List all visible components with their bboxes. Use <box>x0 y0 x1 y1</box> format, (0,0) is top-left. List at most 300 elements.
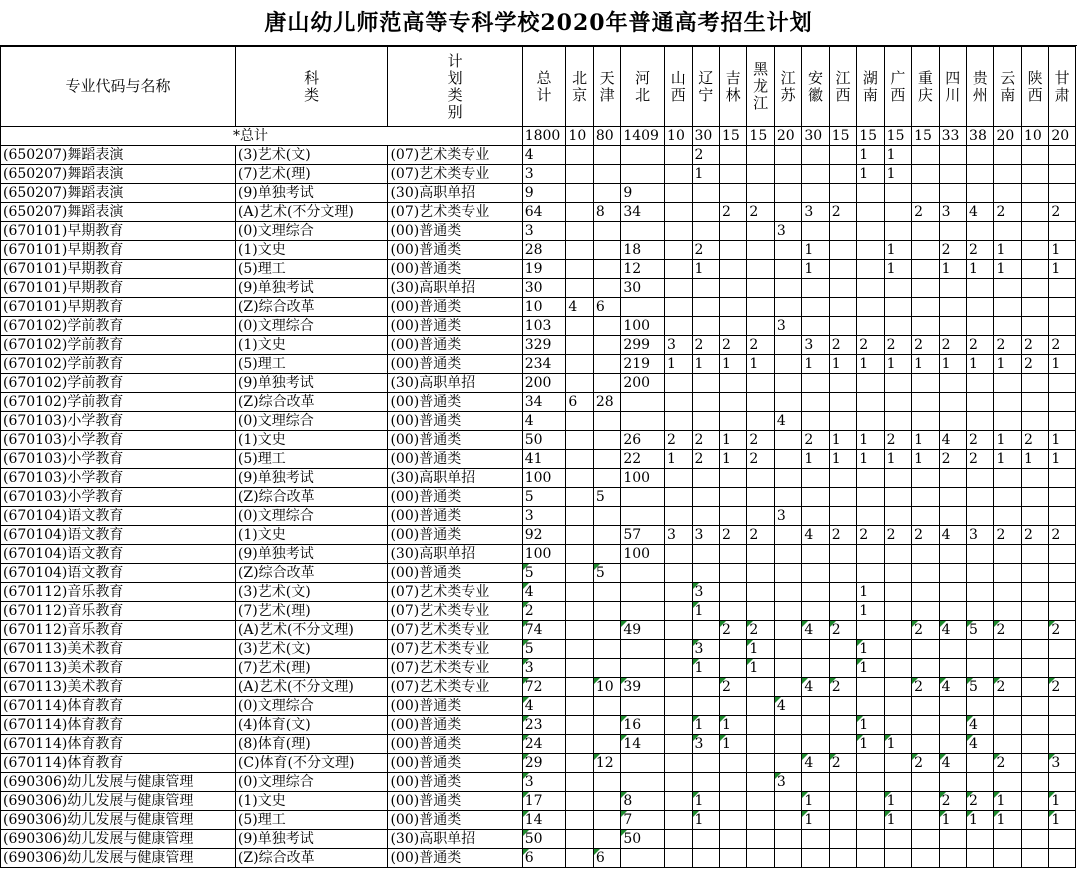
value-cell <box>912 393 939 412</box>
value-cell: 1 <box>994 431 1021 450</box>
value-cell <box>802 659 829 678</box>
total-cell: 15 <box>829 127 856 146</box>
plan-type-cell: (30)高职单招 <box>388 184 522 203</box>
value-cell <box>802 469 829 488</box>
value-cell: 1 <box>884 811 911 830</box>
value-cell <box>692 507 719 526</box>
value-cell <box>802 393 829 412</box>
value-cell <box>566 507 593 526</box>
value-cell: 2 <box>912 203 939 222</box>
value-cell <box>774 336 801 355</box>
major-cell: (670101)早期教育 <box>1 279 236 298</box>
value-cell: 4 <box>566 298 593 317</box>
value-cell <box>566 716 593 735</box>
value-cell: 1 <box>692 659 719 678</box>
major-cell: (690306)幼儿发展与健康管理 <box>1 849 236 868</box>
value-cell <box>692 317 719 336</box>
value-cell <box>1021 488 1048 507</box>
value-cell: 4 <box>939 621 966 640</box>
error-flag-icon <box>802 678 808 684</box>
major-cell: (670102)学前教育 <box>1 374 236 393</box>
value-cell <box>1021 678 1048 697</box>
total-cell: 20 <box>994 127 1021 146</box>
value-cell <box>566 355 593 374</box>
value-cell <box>719 374 746 393</box>
value-cell <box>912 602 939 621</box>
value-cell <box>774 621 801 640</box>
value-cell <box>593 716 620 735</box>
total-cell: 10 <box>1021 127 1048 146</box>
value-cell <box>1021 792 1048 811</box>
plan-type-cell: (00)普通类 <box>388 431 522 450</box>
error-flag-icon <box>523 773 529 779</box>
value-cell: 2 <box>802 431 829 450</box>
value-cell: 1 <box>884 165 911 184</box>
value-cell <box>566 336 593 355</box>
value-cell <box>967 849 994 868</box>
value-cell <box>1021 659 1048 678</box>
value-cell <box>1021 507 1048 526</box>
subject-cell: (Z)综合改革 <box>235 849 388 868</box>
value-cell <box>1021 374 1048 393</box>
major-cell: (670114)体育教育 <box>1 697 236 716</box>
value-cell <box>994 317 1021 336</box>
plan-type-cell: (00)普通类 <box>388 716 522 735</box>
value-cell <box>566 583 593 602</box>
value-cell: 1 <box>719 355 746 374</box>
value-cell <box>829 222 856 241</box>
subject-cell: (3)艺术(文) <box>235 583 388 602</box>
value-cell: 2 <box>719 678 746 697</box>
major-cell: (670112)音乐教育 <box>1 583 236 602</box>
value-cell <box>593 526 620 545</box>
error-flag-icon <box>693 792 699 798</box>
total-cell: 80 <box>593 127 620 146</box>
table-row <box>1 792 1076 811</box>
value-cell <box>665 241 692 260</box>
value-cell: 2 <box>1021 336 1048 355</box>
value-cell <box>593 317 620 336</box>
subject-cell: (A)艺术(不分文理) <box>235 678 388 697</box>
value-cell <box>692 222 719 241</box>
value-cell <box>912 488 939 507</box>
value-cell: 50 <box>522 830 566 849</box>
value-cell <box>829 241 856 260</box>
value-cell <box>1021 735 1048 754</box>
value-cell: 4 <box>939 431 966 450</box>
header-label: 河北 <box>635 68 651 104</box>
value-cell <box>967 222 994 241</box>
value-cell <box>566 222 593 241</box>
value-cell: 57 <box>621 526 665 545</box>
value-cell: 2 <box>747 431 774 450</box>
error-flag-icon <box>621 792 627 798</box>
value-cell <box>1021 222 1048 241</box>
value-cell <box>967 507 994 526</box>
value-cell <box>1049 583 1076 602</box>
value-cell <box>747 279 774 298</box>
value-cell: 2 <box>884 526 911 545</box>
value-cell <box>912 374 939 393</box>
value-cell <box>692 849 719 868</box>
value-cell <box>692 621 719 640</box>
value-cell: 1 <box>857 659 884 678</box>
header-province <box>939 47 966 127</box>
total-cell: 1800 <box>522 127 566 146</box>
table-row <box>1 621 1076 640</box>
value-cell <box>884 602 911 621</box>
value-cell: 1 <box>857 146 884 165</box>
subject-cell: (5)理工 <box>235 450 388 469</box>
value-cell <box>802 830 829 849</box>
value-cell <box>747 811 774 830</box>
value-cell <box>719 830 746 849</box>
value-cell <box>939 735 966 754</box>
major-cell: (650207)舞蹈表演 <box>1 184 236 203</box>
value-cell <box>774 298 801 317</box>
table-row <box>1 659 1076 678</box>
value-cell <box>857 298 884 317</box>
value-cell <box>566 165 593 184</box>
value-cell: 100 <box>621 469 665 488</box>
value-cell <box>829 488 856 507</box>
value-cell <box>994 716 1021 735</box>
value-cell <box>912 716 939 735</box>
plan-type-cell: (00)普通类 <box>388 754 522 773</box>
value-cell <box>593 355 620 374</box>
value-cell <box>994 583 1021 602</box>
value-cell: 2 <box>884 336 911 355</box>
value-cell <box>747 165 774 184</box>
value-cell <box>593 811 620 830</box>
value-cell <box>566 602 593 621</box>
value-cell <box>857 412 884 431</box>
value-cell <box>774 279 801 298</box>
plan-type-cell: (00)普通类 <box>388 564 522 583</box>
value-cell: 200 <box>522 374 566 393</box>
value-cell: 1 <box>692 355 719 374</box>
value-cell: 5 <box>522 488 566 507</box>
table-row <box>1 431 1076 450</box>
error-flag-icon <box>594 678 600 684</box>
value-cell <box>884 469 911 488</box>
value-cell <box>884 374 911 393</box>
total-cell: 15 <box>719 127 746 146</box>
value-cell <box>829 830 856 849</box>
value-cell <box>802 279 829 298</box>
header-province <box>884 47 911 127</box>
value-cell <box>747 735 774 754</box>
value-cell <box>939 469 966 488</box>
value-cell <box>593 450 620 469</box>
error-flag-icon <box>621 621 627 627</box>
error-flag-icon <box>940 754 946 760</box>
value-cell: 3 <box>774 222 801 241</box>
header-province <box>1049 47 1076 127</box>
value-cell: 3 <box>967 526 994 545</box>
error-flag-icon <box>693 640 699 646</box>
value-cell <box>967 184 994 203</box>
value-cell: 64 <box>522 203 566 222</box>
header-label: 陕西 <box>1027 68 1043 104</box>
error-flag-icon <box>621 716 627 722</box>
value-cell: 2 <box>912 336 939 355</box>
plan-type-cell: (00)普通类 <box>388 811 522 830</box>
value-cell <box>747 792 774 811</box>
value-cell: 4 <box>802 754 829 773</box>
value-cell: 28 <box>522 241 566 260</box>
major-cell: (670112)音乐教育 <box>1 602 236 621</box>
value-cell: 5 <box>593 488 620 507</box>
value-cell: 1 <box>857 735 884 754</box>
value-cell <box>593 279 620 298</box>
error-flag-icon <box>693 583 699 589</box>
value-cell <box>566 146 593 165</box>
value-cell <box>719 602 746 621</box>
value-cell <box>665 222 692 241</box>
value-cell <box>566 317 593 336</box>
major-cell: (670113)美术教育 <box>1 678 236 697</box>
error-flag-icon <box>857 659 863 665</box>
value-cell: 8 <box>593 203 620 222</box>
value-cell <box>621 640 665 659</box>
value-cell: 2 <box>747 336 774 355</box>
value-cell <box>857 564 884 583</box>
major-cell: (650207)舞蹈表演 <box>1 203 236 222</box>
value-cell: 14 <box>522 811 566 830</box>
value-cell: 3 <box>774 507 801 526</box>
value-cell <box>719 659 746 678</box>
value-cell <box>593 469 620 488</box>
value-cell <box>1049 716 1076 735</box>
plan-type-cell: (00)普通类 <box>388 298 522 317</box>
value-cell: 3 <box>665 526 692 545</box>
value-cell: 100 <box>522 545 566 564</box>
subject-cell: (1)文史 <box>235 526 388 545</box>
value-cell <box>912 811 939 830</box>
value-cell: 1 <box>1049 431 1076 450</box>
value-cell <box>566 450 593 469</box>
value-cell <box>692 279 719 298</box>
value-cell <box>665 716 692 735</box>
value-cell: 34 <box>522 393 566 412</box>
value-cell <box>1021 849 1048 868</box>
error-flag-icon <box>802 811 808 817</box>
table-row <box>1 583 1076 602</box>
value-cell <box>719 279 746 298</box>
value-cell <box>692 488 719 507</box>
value-cell <box>593 412 620 431</box>
value-cell: 2 <box>939 792 966 811</box>
value-cell <box>665 754 692 773</box>
value-cell: 4 <box>939 754 966 773</box>
error-flag-icon <box>720 735 726 741</box>
value-cell <box>774 469 801 488</box>
value-cell: 299 <box>621 336 665 355</box>
value-cell <box>884 203 911 222</box>
value-cell: 2 <box>692 146 719 165</box>
value-cell <box>747 697 774 716</box>
value-cell <box>994 488 1021 507</box>
value-cell <box>967 317 994 336</box>
value-cell <box>774 146 801 165</box>
header-label: 甘肃 <box>1054 68 1070 104</box>
value-cell <box>747 773 774 792</box>
error-flag-icon <box>994 678 1000 684</box>
value-cell: 1 <box>802 241 829 260</box>
value-cell: 7 <box>621 811 665 830</box>
value-cell <box>692 697 719 716</box>
value-cell <box>665 773 692 792</box>
value-cell <box>857 184 884 203</box>
value-cell <box>912 241 939 260</box>
value-cell <box>593 222 620 241</box>
value-cell <box>747 317 774 336</box>
value-cell <box>994 735 1021 754</box>
value-cell: 5 <box>522 564 566 583</box>
value-cell <box>747 602 774 621</box>
value-cell: 2 <box>884 431 911 450</box>
header-province <box>719 47 746 127</box>
value-cell: 1 <box>719 431 746 450</box>
error-flag-icon <box>1049 754 1055 760</box>
value-cell <box>802 507 829 526</box>
subject-cell: (7)艺术(理) <box>235 659 388 678</box>
header-label: 黑龙江 <box>753 60 769 112</box>
value-cell <box>1049 640 1076 659</box>
header-province <box>665 47 692 127</box>
sheet-title: 唐山幼儿师范高等专科学校2020年普通高考招生计划 <box>0 0 1077 46</box>
value-cell <box>593 583 620 602</box>
plan-type-cell: (30)高职单招 <box>388 469 522 488</box>
header-province <box>1021 47 1048 127</box>
major-cell: (670114)体育教育 <box>1 735 236 754</box>
value-cell: 4 <box>939 526 966 545</box>
value-cell <box>1049 659 1076 678</box>
value-cell: 1 <box>912 450 939 469</box>
value-cell: 2 <box>1021 355 1048 374</box>
value-cell <box>802 849 829 868</box>
subject-cell: (0)文理综合 <box>235 507 388 526</box>
error-flag-icon <box>621 678 627 684</box>
error-flag-icon <box>720 621 726 627</box>
value-cell <box>747 678 774 697</box>
value-cell <box>593 735 620 754</box>
value-cell <box>719 564 746 583</box>
value-cell <box>994 412 1021 431</box>
value-cell <box>621 564 665 583</box>
value-cell <box>774 545 801 564</box>
error-flag-icon <box>693 659 699 665</box>
value-cell <box>566 412 593 431</box>
value-cell <box>802 146 829 165</box>
subject-cell: (7)艺术(理) <box>235 165 388 184</box>
error-flag-icon <box>967 792 973 798</box>
table-row <box>1 602 1076 621</box>
value-cell <box>802 583 829 602</box>
value-cell: 2 <box>967 336 994 355</box>
value-cell <box>774 602 801 621</box>
value-cell <box>1049 602 1076 621</box>
table-row <box>1 811 1076 830</box>
value-cell <box>621 165 665 184</box>
value-cell <box>747 754 774 773</box>
value-cell: 1 <box>692 716 719 735</box>
value-cell: 39 <box>621 678 665 697</box>
value-cell <box>719 640 746 659</box>
value-cell <box>994 279 1021 298</box>
value-cell <box>802 222 829 241</box>
value-cell <box>939 507 966 526</box>
value-cell <box>967 564 994 583</box>
value-cell: 3 <box>774 317 801 336</box>
value-cell <box>1021 279 1048 298</box>
value-cell: 50 <box>522 431 566 450</box>
error-flag-icon <box>857 735 863 741</box>
value-cell: 2 <box>912 621 939 640</box>
value-cell <box>566 678 593 697</box>
value-cell <box>719 146 746 165</box>
value-cell: 1 <box>967 355 994 374</box>
value-cell <box>967 298 994 317</box>
value-cell <box>719 488 746 507</box>
value-cell: 1 <box>665 450 692 469</box>
value-cell <box>912 146 939 165</box>
value-cell <box>884 222 911 241</box>
value-cell <box>967 697 994 716</box>
value-cell <box>912 165 939 184</box>
value-cell: 6 <box>566 393 593 412</box>
value-cell <box>665 165 692 184</box>
error-flag-icon <box>1049 792 1055 798</box>
value-cell: 1 <box>719 735 746 754</box>
total-cell: 15 <box>884 127 911 146</box>
value-cell <box>665 203 692 222</box>
value-cell <box>829 165 856 184</box>
value-cell <box>747 241 774 260</box>
value-cell: 2 <box>857 526 884 545</box>
header-label: 贵州 <box>972 68 988 104</box>
value-cell <box>747 830 774 849</box>
value-cell <box>802 564 829 583</box>
value-cell <box>692 412 719 431</box>
value-cell <box>994 849 1021 868</box>
value-cell <box>719 792 746 811</box>
value-cell: 2 <box>912 526 939 545</box>
value-cell <box>912 260 939 279</box>
value-cell <box>884 564 911 583</box>
header-province <box>774 47 801 127</box>
major-cell: (670104)语文教育 <box>1 545 236 564</box>
value-cell: 12 <box>621 260 665 279</box>
error-flag-icon <box>523 659 529 665</box>
subject-cell: (Z)综合改革 <box>235 488 388 507</box>
value-cell <box>747 716 774 735</box>
total-cell: 15 <box>857 127 884 146</box>
plan-type-cell: (00)普通类 <box>388 773 522 792</box>
subject-cell: (8)体育(理) <box>235 735 388 754</box>
value-cell: 23 <box>522 716 566 735</box>
value-cell <box>802 165 829 184</box>
value-cell <box>593 773 620 792</box>
value-cell <box>912 298 939 317</box>
value-cell: 4 <box>802 678 829 697</box>
value-cell: 2 <box>747 203 774 222</box>
value-cell <box>593 241 620 260</box>
major-cell: (670113)美术教育 <box>1 640 236 659</box>
value-cell <box>621 146 665 165</box>
value-cell <box>1021 146 1048 165</box>
